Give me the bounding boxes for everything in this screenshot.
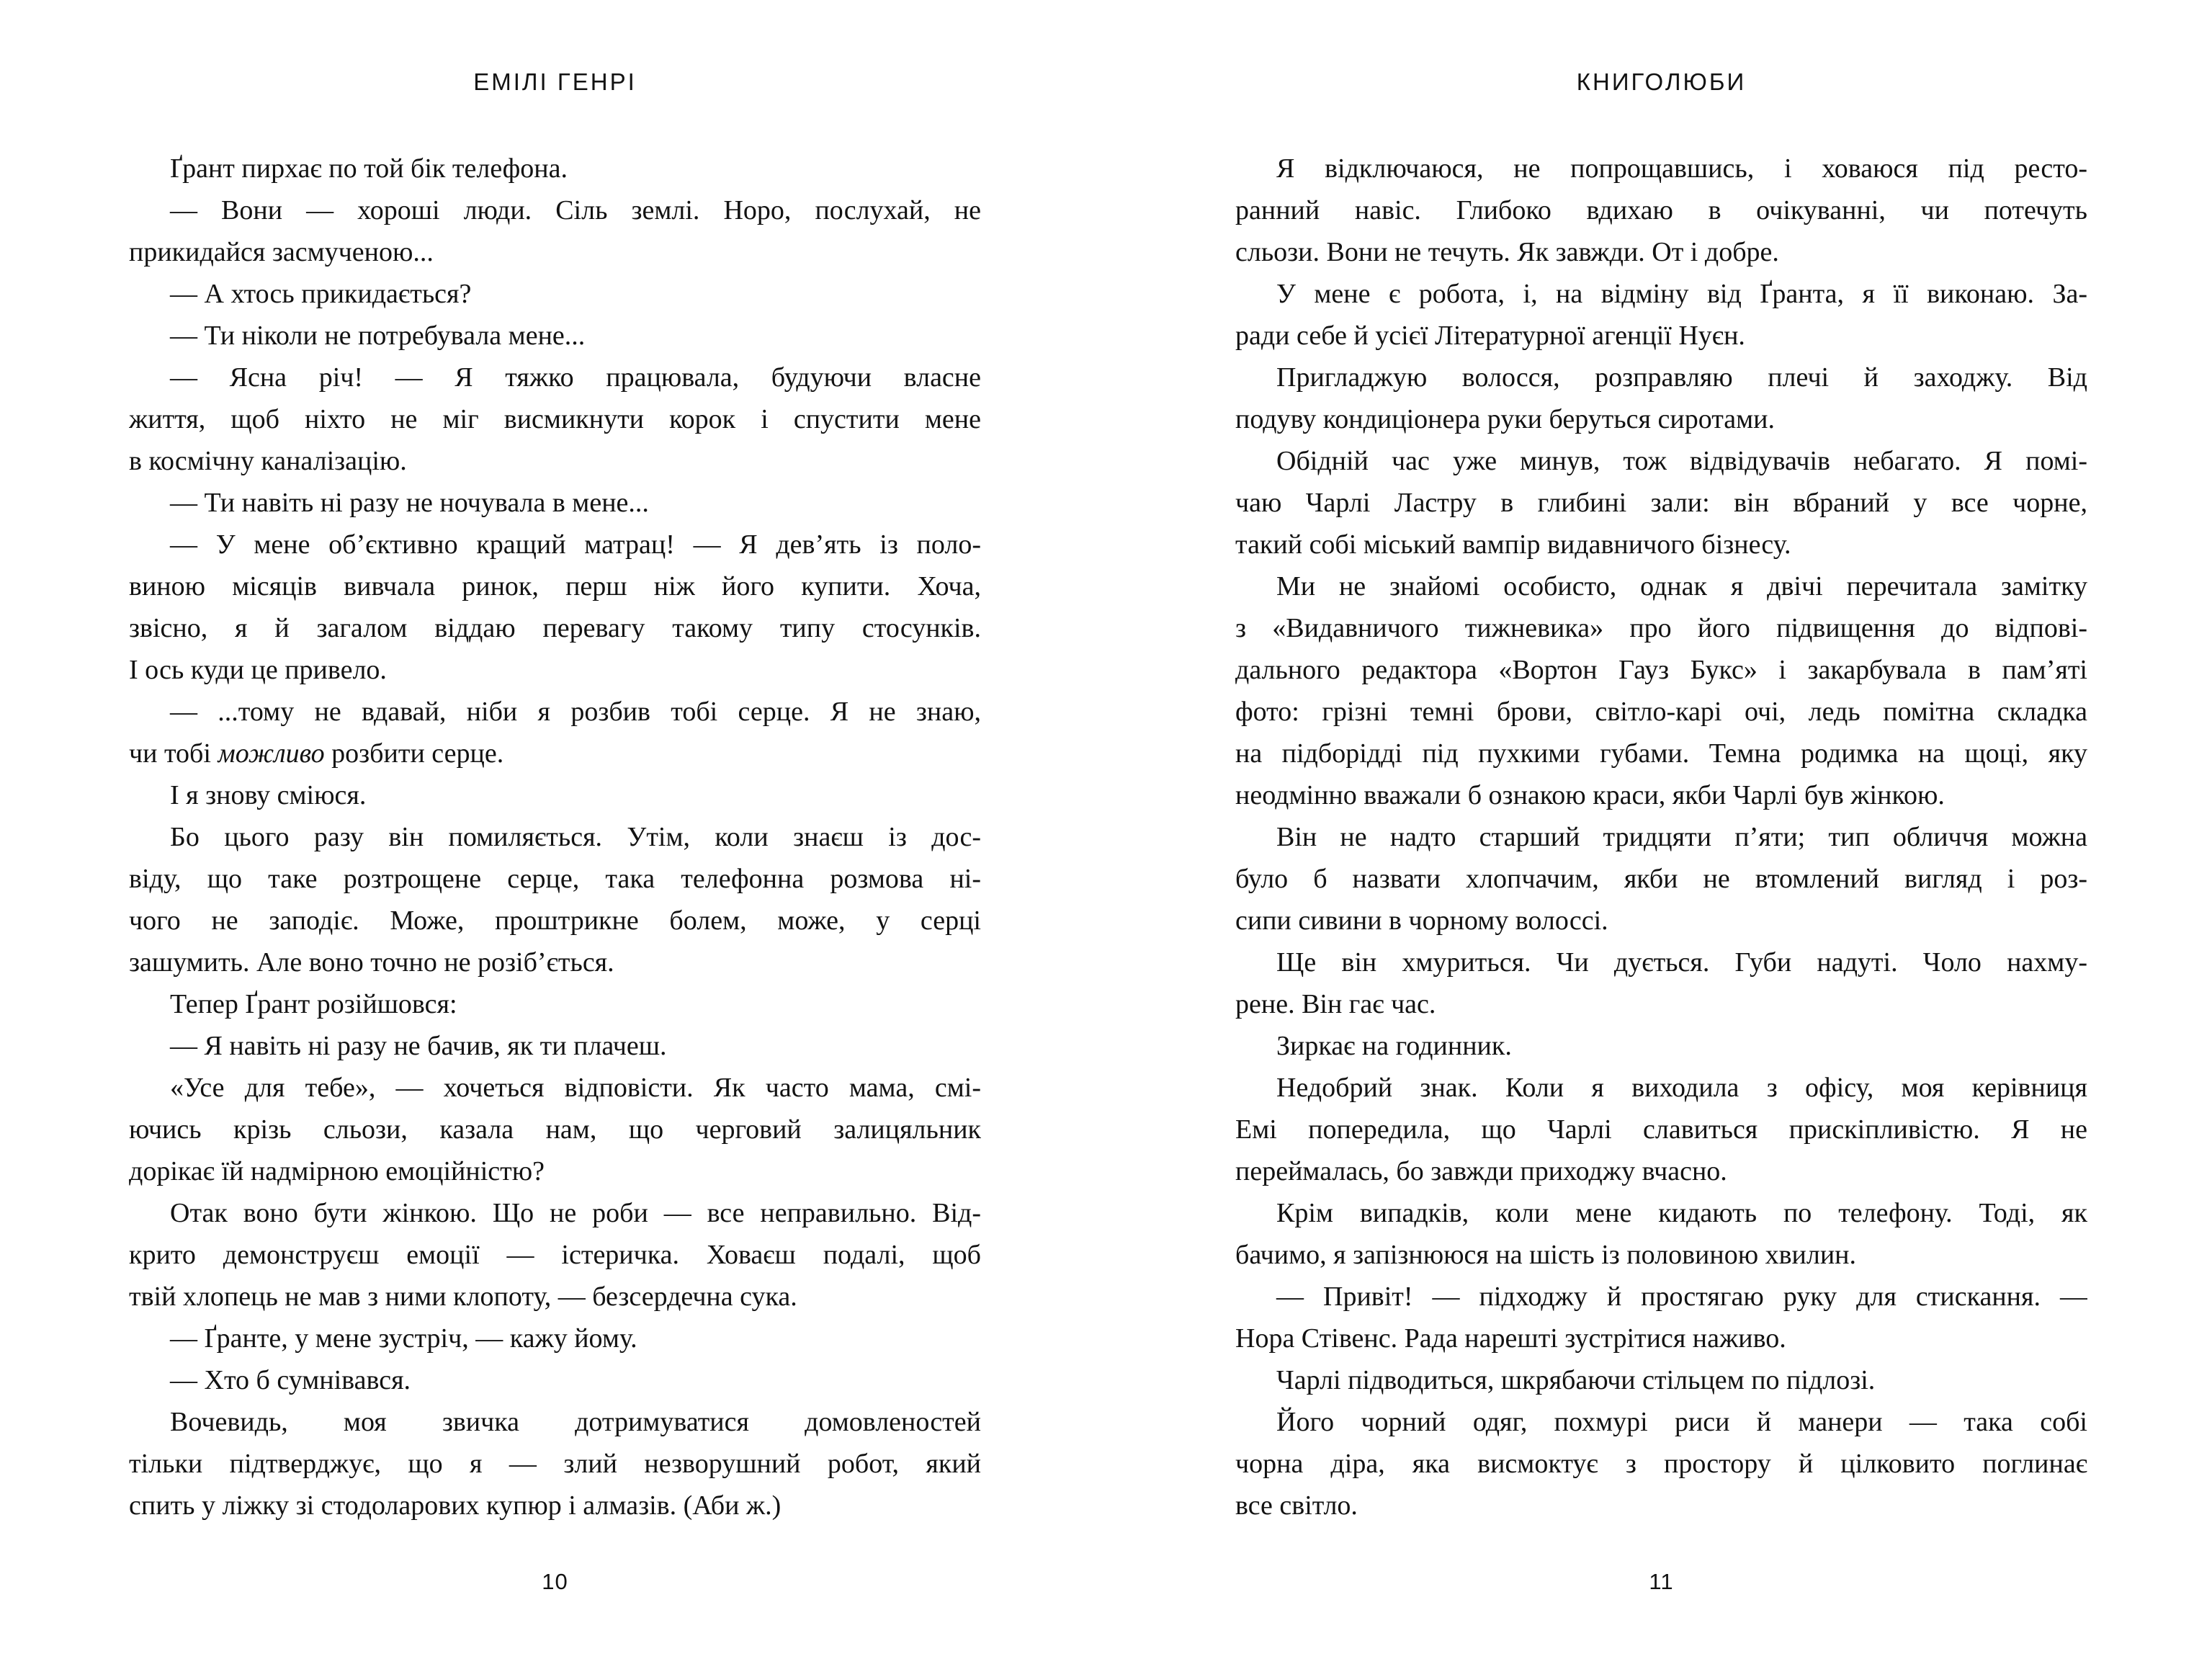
text-line: Його чорний одяг, похмурі риси й манери — така собі: [1276, 1407, 2087, 1437]
text-line: життя, щоб ніхто не міг висмикнути корок і спустити мене: [129, 404, 981, 434]
text-line: чорна діра, яка висмоктує з простору й цілковито поглинає: [1235, 1449, 2087, 1479]
text-line: — У мене об’єктивно кращий матрац! — Я дев’ять із поло-: [170, 529, 981, 560]
text-line: крито демонструєш емоції — істеричка. Ховаєш подалі, щоб: [129, 1240, 981, 1270]
text-line: Пригладжую волосся, розправляю плечі й заходжу. Від: [1276, 362, 2087, 393]
text-line: — Ти ніколи не потребувала мене...: [170, 321, 586, 351]
text-line: в космічну каналізацію.: [129, 446, 407, 476]
text-line: ради себе й усієї Літературної агенції Нуєн.: [1235, 321, 1745, 351]
text-line: зашумить. Але воно точно не розіб’ється.: [129, 947, 614, 978]
text-line: І ось куди це привело.: [129, 655, 387, 685]
text-line: дального редактора «Вортон Гауз Букс» і закарбувала в пам’яті: [1235, 655, 2087, 685]
text-line: спить у ліжку зі стодоларових купюр і алмазів. (Аби ж.): [129, 1490, 782, 1521]
text-line: — Вони — хороші люди. Сіль землі. Норо, послухай, не: [170, 195, 981, 225]
left-page-number: 10: [542, 1569, 568, 1594]
text-line: «Усе для тебе», — хочеться відповісти. Як часто мама, смі-: [170, 1073, 981, 1103]
text-line: фото: грізні темні брови, світло-карі очі, ледь помітна складка: [1235, 697, 2087, 727]
text-line: — Ти навіть ні разу не ночувала в мене...: [170, 488, 649, 518]
text-line: Ми не знайомі особисто, однак я двічі перечитала замітку: [1276, 571, 2087, 602]
text-line: дорікає їй надмірною емоційністю?: [129, 1156, 545, 1186]
text-line: чаю Чарлі Ластру в глибині зали: він вбраний у все чорне,: [1235, 488, 2087, 518]
text-line: Бо цього разу він помиляється. Утім, коли знаєш із дос-: [170, 822, 981, 852]
running-header-title: КНИГОЛЮБИ: [1576, 68, 1747, 95]
text-line: Ще він хмуриться. Чи дується. Губи надуті. Чоло нахму-: [1276, 947, 2087, 978]
text-line: виною місяців вивчала ринок, перш ніж його купити. Хоча,: [129, 571, 981, 602]
text-line: рене. Він гає час.: [1235, 989, 1436, 1019]
text-line: — Я навіть ні разу не бачив, як ти плачеш.: [170, 1031, 667, 1061]
text-line: твій хлопець не мав з ними клопоту, — безсердечна сука.: [129, 1282, 797, 1312]
running-header-author: ЕМІЛІ ГЕНРІ: [473, 68, 637, 95]
text-line: Отак воно бути жінкою. Що не роби — все неправильно. Від-: [170, 1198, 981, 1228]
text-line: віду, що таке розтрощене серце, така телефонна розмова ні-: [129, 864, 981, 894]
text-line: Емі попередила, що Чарлі славиться прискіпливістю. Я не: [1235, 1114, 2087, 1145]
text-line: прикидайся засмученою...: [129, 237, 434, 267]
text-line: переймалась, бо завжди приходжу вчасно.: [1235, 1156, 1727, 1186]
text-line: Нора Стівенс. Рада нарешті зустрітися наживо.: [1235, 1323, 1786, 1354]
text-line: подуву кондиціонера руки беруться сиротами.: [1235, 404, 1776, 434]
text-line: Вочевидь, моя звичка дотримуватися домовленостей: [170, 1407, 981, 1437]
text-line: І я знову сміюся.: [170, 780, 367, 810]
text-line: Зиркає на годинник.: [1276, 1031, 1512, 1061]
text-line: Недобрий знак. Коли я виходила з офісу, моя керівниця: [1276, 1073, 2087, 1103]
text-line: Я відключаюся, не попрощавшись, і ховаюся під ресто-: [1276, 153, 2087, 184]
text-line: неодмінно вважали б ознакою краси, якби Чарлі був жінкою.: [1235, 780, 1945, 810]
text-line: — ...тому не вдавай, ніби я розбив тобі серце. Я не знаю,: [170, 697, 981, 727]
right-page: [1106, 0, 2212, 1659]
text-line: було б назвати хлопчачим, якби не втомлений вигляд і роз-: [1235, 864, 2087, 894]
text-line: Обідній час уже минув, тож відвідувачів небагато. Я помі-: [1276, 446, 2087, 476]
text-line: бачимо, я запізнююся на шість із половиною хвилин.: [1235, 1240, 1856, 1270]
text-line: Тепер Ґрант розійшовся:: [170, 989, 457, 1019]
text-line: — А хтось прикидається?: [170, 279, 472, 309]
text-line: чи тобі можливо розбити серце.: [129, 738, 504, 769]
text-line: — Привіт! — підходжу й простягаю руку для стискання. —: [1276, 1282, 2087, 1312]
text-line: Чарлі підводиться, шкрябаючи стільцем по підлозі.: [1276, 1365, 1876, 1395]
text-line: — Ґранте, у мене зустріч, — кажу йому.: [170, 1323, 637, 1354]
text-line: чого не заподіє. Може, проштрикне болем, може, у серці: [129, 905, 981, 936]
text-line: ранний навіс. Глибоко вдихаю в очікуванні, чи потечуть: [1235, 195, 2087, 225]
text-line: сипи сивини в чорному волоссі.: [1235, 905, 1608, 936]
text-line: звісно, я й загалом віддаю перевагу такому типу стосунків.: [129, 613, 981, 643]
text-line: Крім випадків, коли мене кидають по телефону. Тоді, як: [1276, 1198, 2087, 1228]
text-line: такий собі міський вампір видавничого бізнесу.: [1235, 529, 1791, 560]
text-line: на підборідді під пухкими губами. Темна родимка на щоці, яку: [1235, 738, 2087, 769]
text-line: У мене є робота, і, на відміну від Ґранта, я її виконаю. За-: [1276, 279, 2087, 309]
text-line: все світло.: [1235, 1490, 1358, 1521]
left-page-text: [129, 148, 981, 1526]
right-page-number: 11: [1649, 1569, 1674, 1594]
text-line: — Ясна річ! — Я тяжко працювала, будуючи власне: [170, 362, 981, 393]
text-line: з «Видавничого тижневика» про його підвищення до відпові-: [1235, 613, 2087, 643]
right-page-text: [1235, 148, 2087, 1526]
text-line: — Хто б сумнівався.: [170, 1365, 411, 1395]
text-line: Він не надто старший тридцяти п’яти; тип обличчя можна: [1276, 822, 2087, 852]
text-line: сльози. Вони не течуть. Як завжди. От і добре.: [1235, 237, 1779, 267]
text-line: тільки підтверджує, що я — злий незворушний робот, який: [129, 1449, 981, 1479]
text-line: Ґрант пирхає по той бік телефона.: [170, 153, 568, 184]
text-line: ючись крізь сльози, казала нам, що черговий залицяльник: [129, 1114, 981, 1145]
